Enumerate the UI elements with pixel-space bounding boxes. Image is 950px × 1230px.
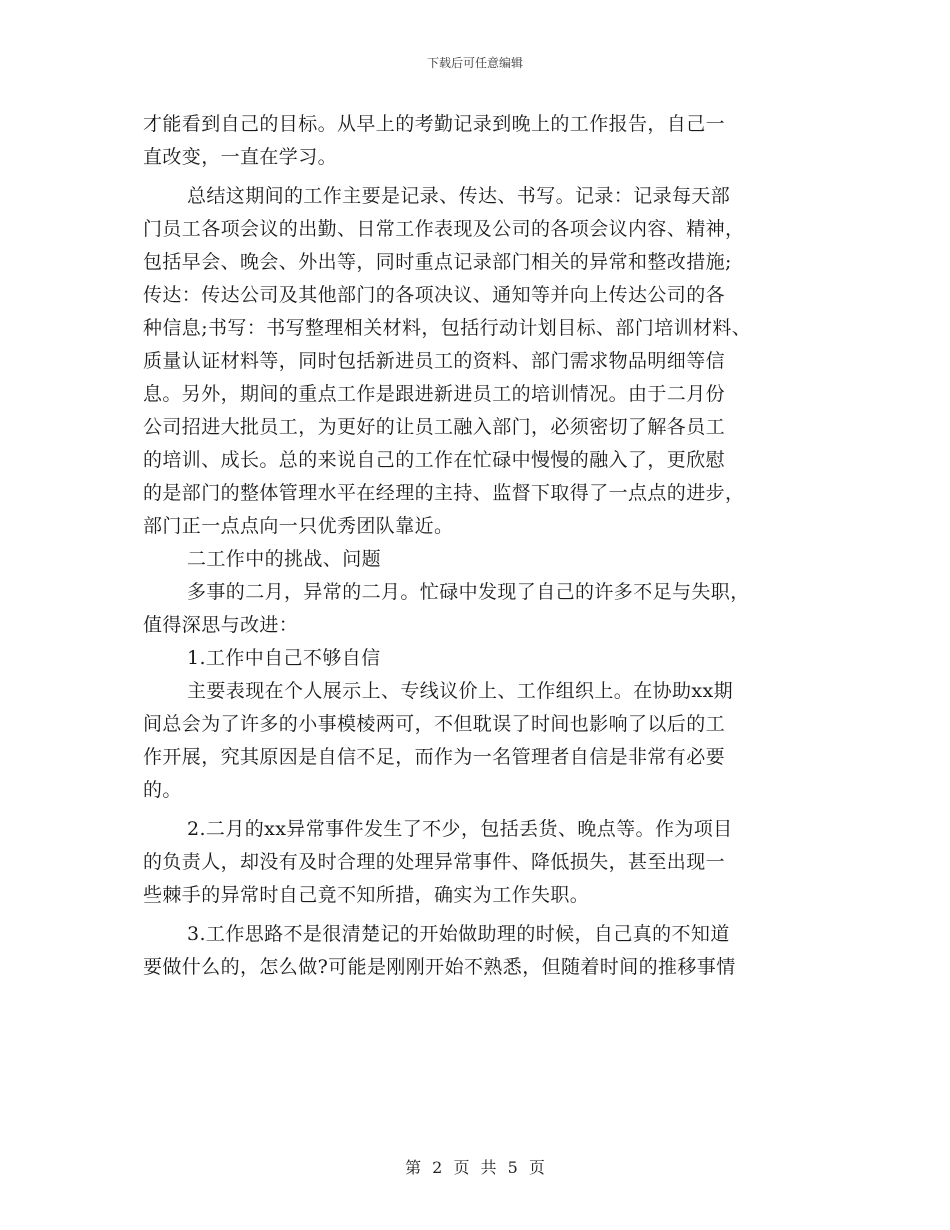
text-line: 2.二月的xx异常事件发生了不少，包括丢货、晚点等。作为项目: [187, 818, 733, 840]
text-line: 才能看到自己的目标。从早上的考勤记录到晚上的工作报告，自己一: [143, 113, 726, 135]
page-footer: 第 2 页 共 5 页: [405, 1158, 545, 1177]
text-line: 直改变，一直在学习。: [143, 146, 338, 168]
text-line: 多事的二月，异常的二月。忙碌中发现了自己的许多不足与失职，: [187, 581, 750, 603]
text-line: 的是部门的整体管理水平在经理的主持、监督下取得了一点点的进步，: [143, 482, 745, 504]
document-body: [143, 108, 823, 984]
list-item-heading: 1.工作中自己不够自信: [187, 647, 381, 669]
text-line: 的负责人，却没有及时合理的处理异常事件、降低损失，甚至出现一: [143, 851, 726, 873]
text-line: 作开展，究其原因是自信不足，而作为一名管理者自信是非常有必要: [143, 746, 726, 768]
text-line: 包括早会、晚会、外出等，同时重点记录部门相关的异常和整改措施;: [143, 251, 732, 273]
text-line: 要做什么的，怎么做?可能是刚刚开始不熟悉，但随着时间的推移事情: [143, 956, 736, 978]
text-line: 门员工各项会议的出勤、日常工作表现及公司的各项会议内容、精神，: [143, 218, 745, 240]
text-line: 的培训、成长。总的来说自己的工作在忙碌中慢慢的融入了，更欣慰: [143, 449, 726, 471]
text-line: 3.工作思路不是很清楚记的开始做助理的时候，自己真的不知道: [187, 923, 730, 945]
text-line: 的。: [143, 779, 182, 801]
text-line: 公司招进大批员工，为更好的让员工融入部门，必须密切了解各员工: [143, 416, 726, 438]
text-line: 部门正一点点向一只优秀团队靠近。: [143, 515, 454, 537]
page-header: 下载后可任意编辑: [426, 56, 523, 70]
text-line: 种信息;书写：书写整理相关材料，包括行动计划目标、部门培训材料、: [143, 317, 752, 339]
section-heading: 二工作中的挑战、问题: [187, 548, 382, 570]
text-line: 总结这期间的工作主要是记录、传达、书写。记录：记录每天部: [187, 185, 731, 207]
text-line: 主要表现在个人展示上、专线议价上、工作组织上。在协助xx期: [187, 680, 734, 702]
text-line: 息。另外，期间的重点工作是跟进新进员工的培训情况。由于二月份: [143, 383, 726, 405]
text-line: 些棘手的异常时自己竟不知所措，确实为工作失职。: [143, 884, 590, 906]
text-line: 间总会为了许多的小事模棱两可，不但耽误了时间也影响了以后的工: [143, 713, 726, 735]
text-line: 传达：传达公司及其他部门的各项决议、通知等并向上传达公司的各: [143, 284, 726, 306]
text-line: 值得深思与改进：: [143, 614, 299, 636]
text-line: 质量认证材料等，同时包括新进员工的资料、部门需求物品明细等信: [143, 350, 726, 372]
